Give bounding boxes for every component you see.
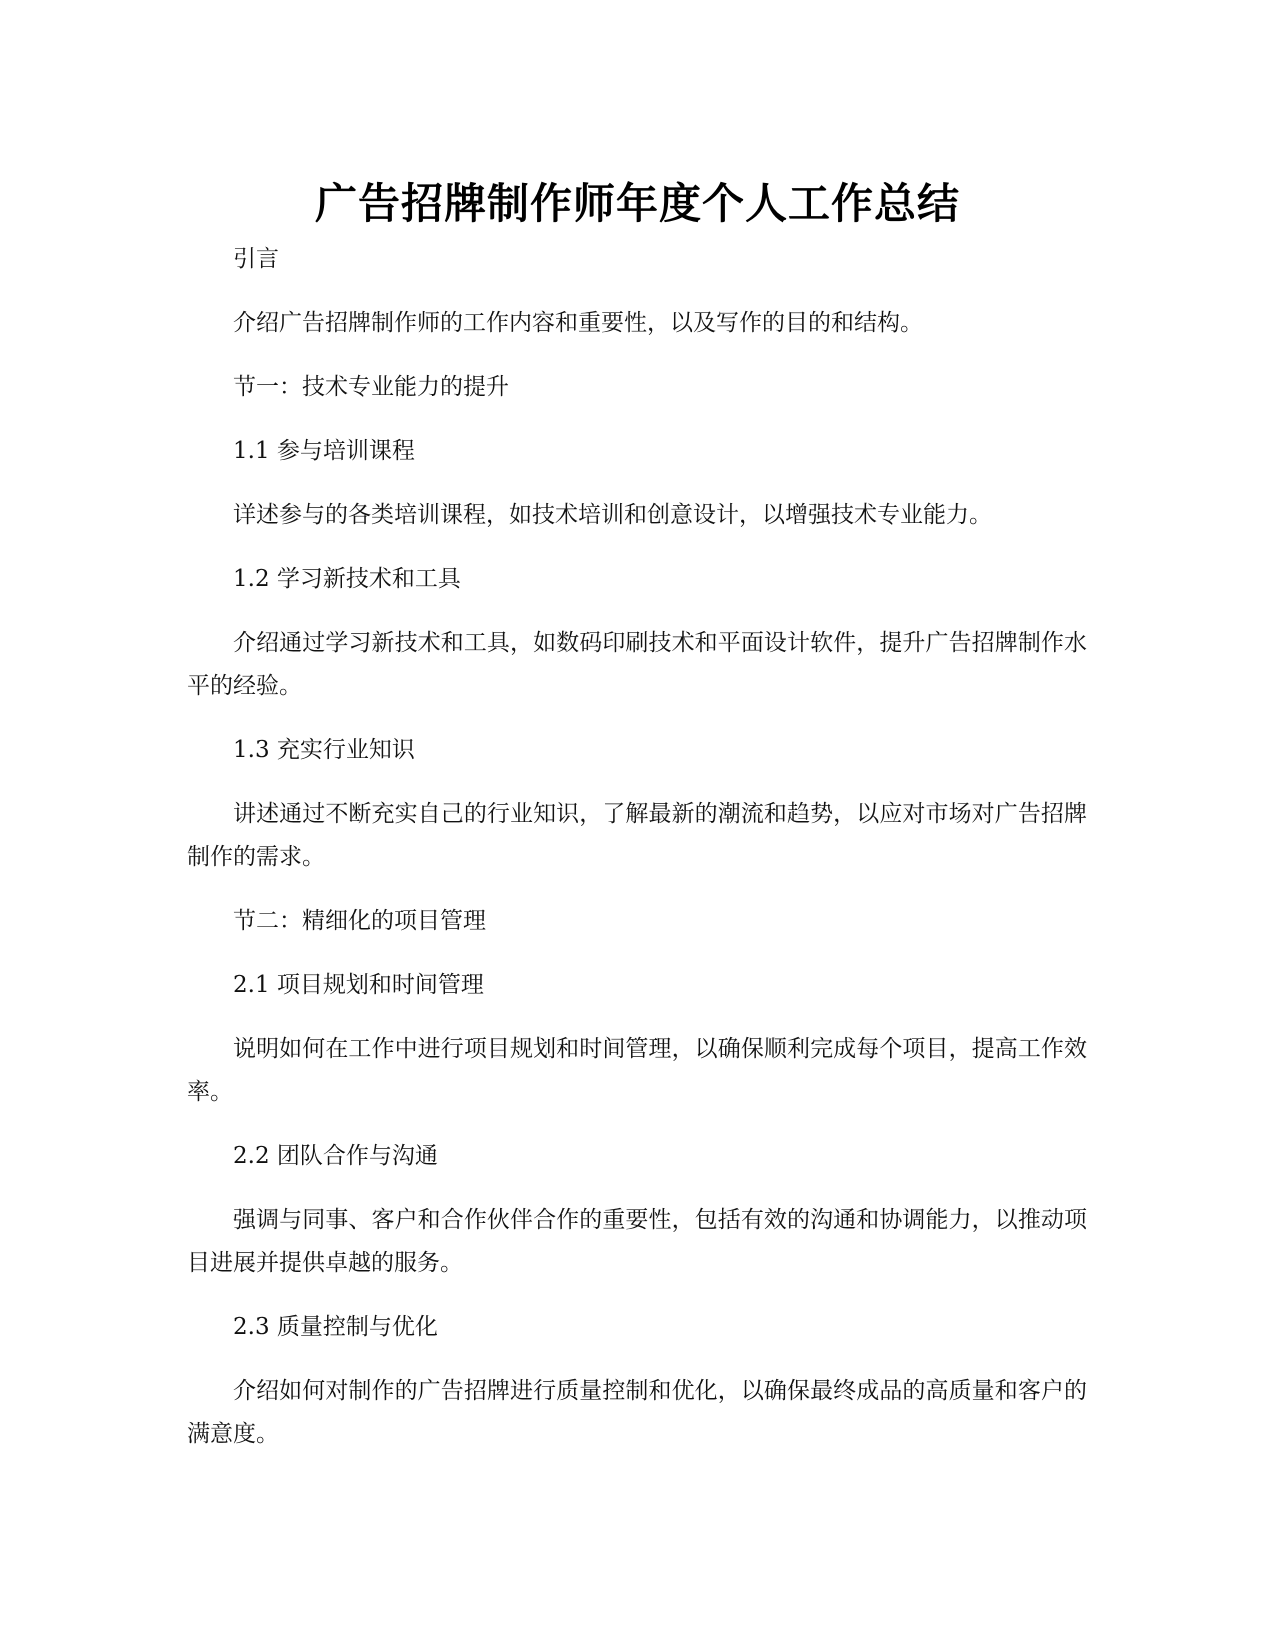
intro-heading: 引言 [233, 246, 279, 272]
subsection-2-3-paragraph: 介绍如何对制作的广告招牌进行质量控制和优化，以确保最终成品的高质量和客户的满意度。 [187, 1378, 1087, 1447]
subsection-1-1-heading: 1.1 参与培训课程 [233, 438, 415, 464]
subsection-2-1-paragraph: 说明如何在工作中进行项目规划和时间管理，以确保顺利完成每个项目，提高工作效率。 [187, 1036, 1087, 1105]
intro-paragraph: 介绍广告招牌制作师的工作内容和重要性，以及写作的目的和结构。 [233, 310, 923, 336]
subsection-1-2-heading: 1.2 学习新技术和工具 [233, 566, 461, 592]
section-1-heading: 节一：技术专业能力的提升 [233, 374, 509, 400]
page-title: 广告招牌制作师年度个人工作总结 [314, 179, 960, 229]
section-2-heading: 节二：精细化的项目管理 [233, 908, 486, 934]
subsection-2-1-heading: 2.1 项目规划和时间管理 [233, 972, 484, 998]
subsection-1-3-paragraph: 讲述通过不断充实自己的行业知识，了解最新的潮流和趋势，以应对市场对广告招牌制作的需求。 [187, 801, 1087, 870]
subsection-2-2-heading: 2.2 团队合作与沟通 [233, 1143, 438, 1169]
document-body [187, 238, 1087, 1456]
subsection-1-2-paragraph: 介绍通过学习新技术和工具，如数码印刷技术和平面设计软件，提升广告招牌制作水平的经验。 [187, 630, 1087, 699]
subsection-2-2-paragraph: 强调与同事、客户和合作伙伴合作的重要性，包括有效的沟通和协调能力，以推动项目进展并提供卓越的服务。 [187, 1207, 1087, 1276]
subsection-1-3-heading: 1.3 充实行业知识 [233, 737, 415, 763]
subsection-1-1-paragraph: 详述参与的各类培训课程，如技术培训和创意设计，以增强技术专业能力。 [233, 502, 992, 528]
subsection-2-3-heading: 2.3 质量控制与优化 [233, 1314, 438, 1340]
